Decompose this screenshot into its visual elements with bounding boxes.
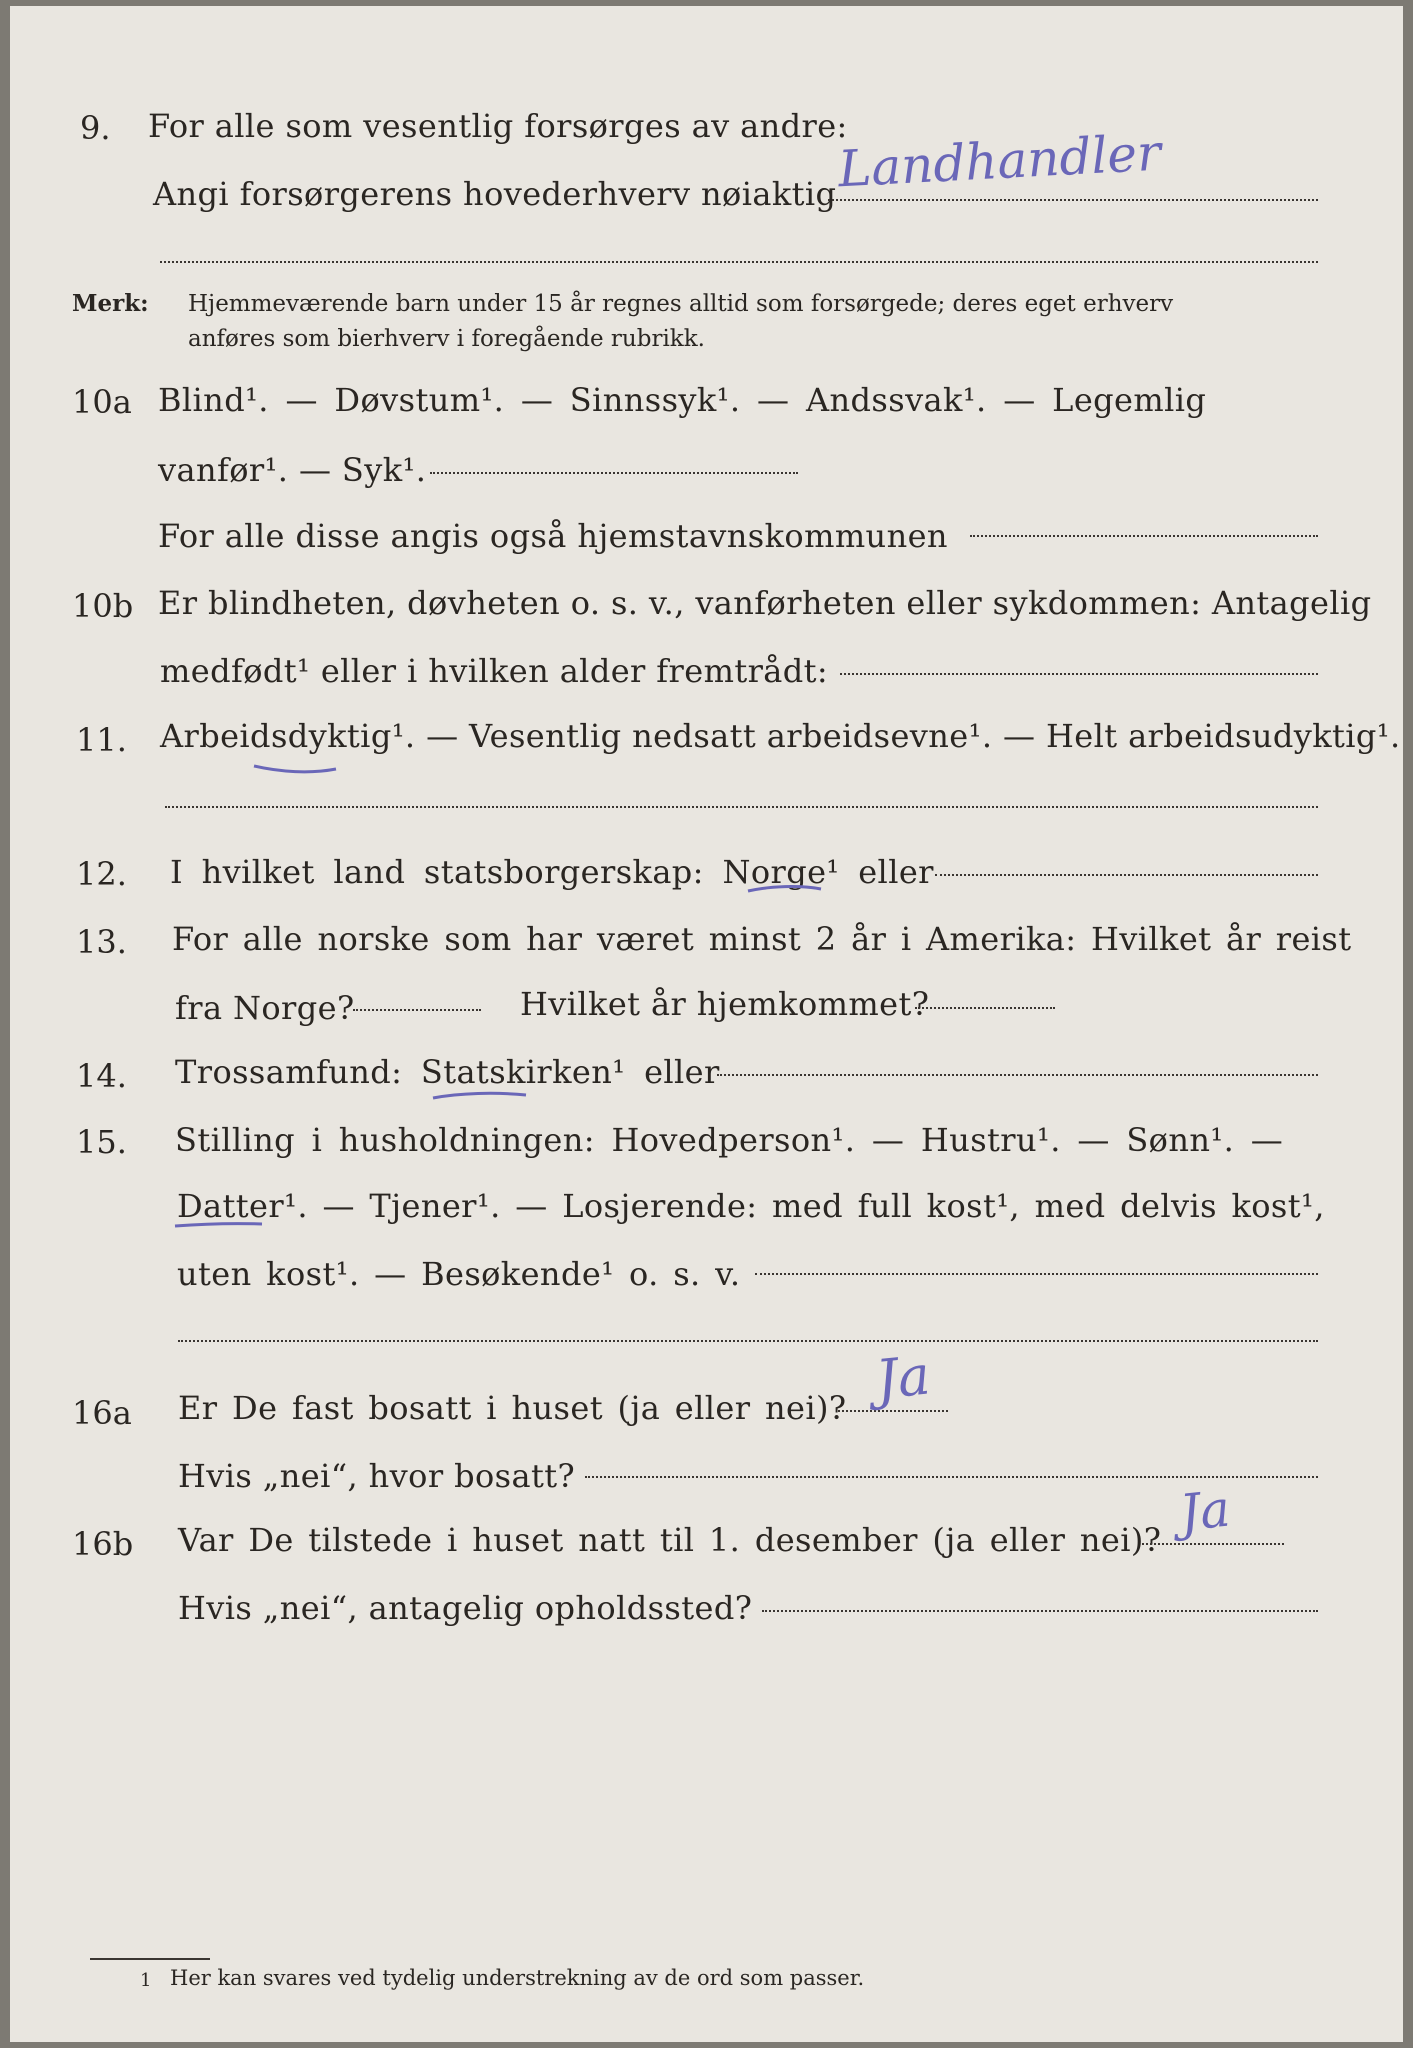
merk-label: Merk: xyxy=(72,290,149,317)
q14-answer-line xyxy=(717,1074,1318,1076)
q15-underline-mark xyxy=(172,1218,267,1234)
q11-line1: Arbeidsdyktig¹. — Vesentlig nedsatt arbeidsevne¹. — Helt arbeidsudyktig¹. xyxy=(160,717,1401,755)
q14-number: 14. xyxy=(76,1057,127,1095)
q10b-line1: Er blindheten, døvheten o. s. v., vanførheten eller sykdommen: Antagelig xyxy=(158,584,1372,622)
q10a-line3: For alle disse angis også hjemstavnskommunen xyxy=(158,517,948,555)
q16b-opholdssted-line xyxy=(762,1610,1318,1612)
footnote-rule xyxy=(90,1958,210,1960)
q14-line1: Trossamfund: Statskirken¹ eller xyxy=(175,1053,720,1091)
q10a-hjemstavn-line xyxy=(970,535,1318,537)
q13-line1: For alle norske som har været minst 2 år i Amerika: Hvilket år reist xyxy=(172,920,1352,958)
q16a-number: 16a xyxy=(72,1394,132,1432)
q12-underline-mark xyxy=(745,882,825,898)
q13-number: 13. xyxy=(76,923,127,961)
q9-extra-line xyxy=(160,261,1318,263)
q10b-number: 10b xyxy=(72,587,134,625)
q16a-bosatt-line xyxy=(585,1476,1318,1478)
q15-extra-line xyxy=(178,1340,1318,1342)
q10a-number: 10a xyxy=(72,383,132,421)
q16b-handwritten-answer: Ja xyxy=(1177,1479,1233,1543)
q15-line3: uten kost¹. — Besøkende¹ o. s. v. xyxy=(177,1255,741,1293)
q15-line2: Datter¹. — Tjener¹. — Losjerende: med full kost¹, med delvis kost¹, xyxy=(177,1187,1325,1225)
q15-answer-line xyxy=(755,1273,1318,1275)
q10b-answer-line xyxy=(840,673,1318,675)
q13-hjemkommet-line xyxy=(915,1007,1055,1009)
q16a-line1: Er De fast bosatt i huset (ja eller nei)? xyxy=(178,1389,847,1427)
q11-number: 11. xyxy=(76,721,127,759)
q16b-line1: Var De tilstede i huset natt til 1. desember (ja eller nei)? xyxy=(178,1521,1162,1559)
q13-line2b: Hvilket år hjemkommet? xyxy=(520,985,930,1023)
census-form-page xyxy=(10,6,1403,2042)
q15-line1: Stilling i husholdningen: Hovedperson¹. — Hustru¹. — Sønn¹. — xyxy=(175,1121,1284,1159)
q14-underline-mark xyxy=(430,1088,530,1104)
q13-reist-line xyxy=(353,1009,481,1011)
q10a-line1: Blind¹. — Døvstum¹. — Sinnssyk¹. — Andssvak¹. — Legemlig xyxy=(158,381,1207,419)
q12-answer-line xyxy=(935,874,1318,876)
q9-line2: Angi forsørgerens hovederhverv nøiaktig xyxy=(153,175,837,213)
q10a-line2: vanfør¹. — Syk¹. xyxy=(158,451,427,489)
q13-line2a: fra Norge? xyxy=(175,989,355,1027)
q11-extra-line xyxy=(165,806,1318,808)
q16b-answer-line xyxy=(1142,1543,1284,1545)
q16a-answer-line xyxy=(838,1410,948,1412)
merk-line1: Hjemmeværende barn under 15 år regnes alltid som forsørgede; deres eget erhverv xyxy=(188,291,1174,317)
q9-handwritten-answer: Landhandler xyxy=(836,123,1163,199)
q16a-handwritten-answer: Ja xyxy=(872,1343,933,1412)
q15-number: 15. xyxy=(76,1123,127,1161)
footnote-mark: 1 xyxy=(140,1970,152,1991)
q10b-line2: medfødt¹ eller i hvilken alder fremtrådt: xyxy=(160,652,829,690)
q16b-line2: Hvis „nei“, antagelig opholdssted? xyxy=(178,1589,753,1627)
q9-number: 9. xyxy=(80,109,111,147)
q9-line1: For alle som vesentlig forsørges av andre: xyxy=(148,107,848,145)
merk-line2: anføres som bierhverv i foregående rubrikk. xyxy=(188,326,705,352)
q12-line1: I hvilket land statsborgerskap: Norge¹ eller xyxy=(170,853,934,891)
q16b-number: 16b xyxy=(72,1525,134,1563)
q10a-syk-line xyxy=(430,472,798,474)
q16a-line2: Hvis „nei“, hvor bosatt? xyxy=(178,1457,576,1495)
q11-underline-mark xyxy=(250,758,340,778)
footnote-text: Her kan svares ved tydelig understrekning av de ord som passer. xyxy=(170,1966,865,1990)
q9-answer-line xyxy=(828,199,1318,201)
q12-number: 12. xyxy=(76,855,127,893)
